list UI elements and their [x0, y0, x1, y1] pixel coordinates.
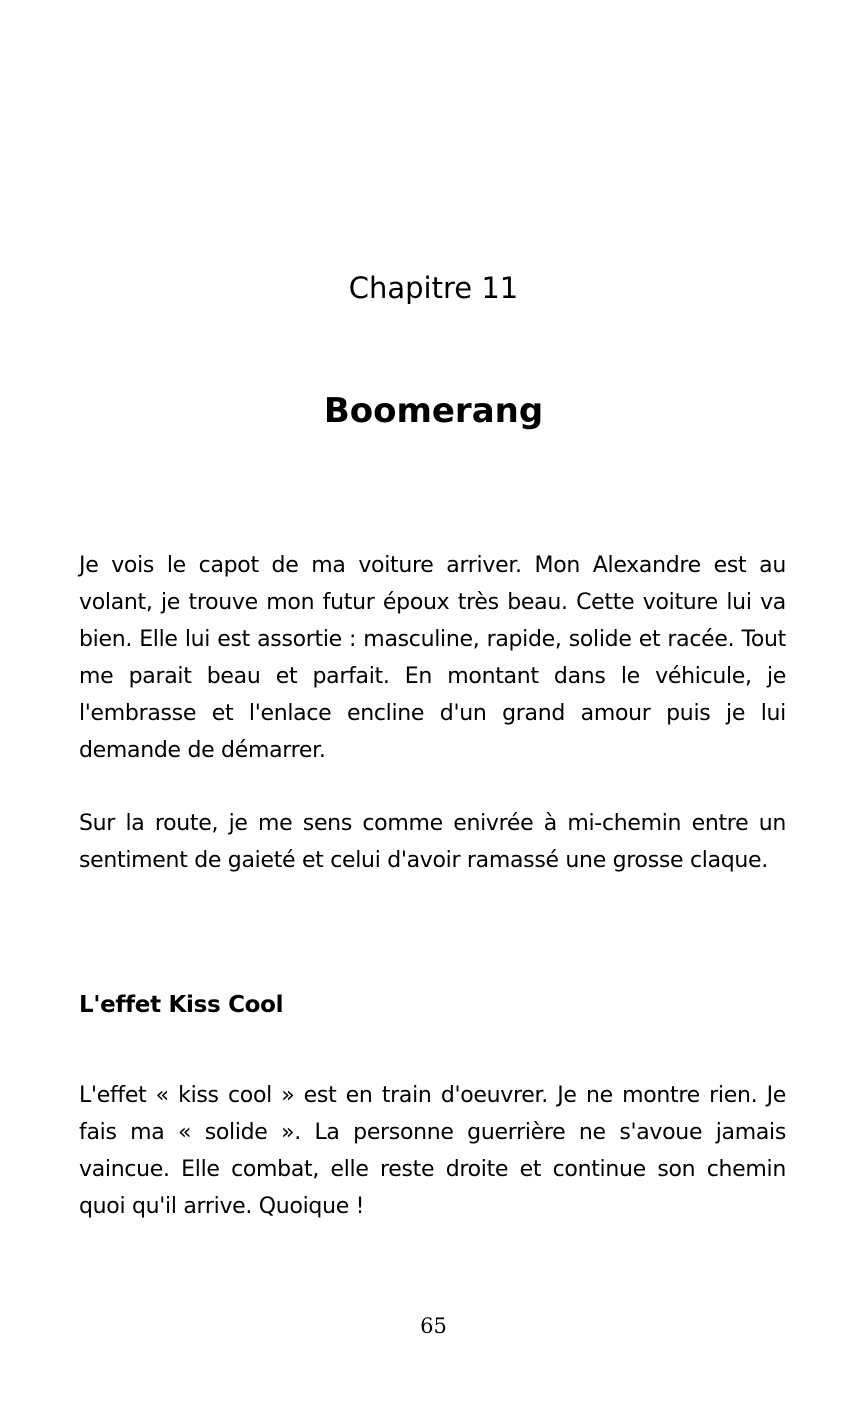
chapter-number: Chapitre 11	[348, 271, 519, 305]
body-paragraph: Je vois le capot de ma voiture arriver. Mon Alexandre est au volant, je trouve mon futur époux très beau. Cette voiture lui va bien. Elle lui est assortie : masculine, rapide, solide et racée. Tout me parait beau et parfait. En montant dans le véhicule, je l'embrasse et l'enlace encline d'un grand amour puis je lui demande de démarrer.	[79, 553, 786, 763]
page-number: 65	[420, 1314, 447, 1338]
section-heading: L'effet Kiss Cool	[79, 992, 284, 1018]
body-paragraph: Sur la route, je me sens comme enivrée à mi-chemin entre un sentiment de gaieté et celui d'avoir ramassé une grosse claque.	[79, 811, 786, 873]
section-paragraph: L'effet « kiss cool » est en train d'oeuvrer. Je ne montre rien. Je fais ma « solide ». La personne guerrière ne s'avoue jamais vaincue. Elle combat, elle reste droite et continue son chemin quoi qu'il arrive. Quoique !	[79, 1083, 786, 1219]
chapter-title: Boomerang	[323, 391, 544, 431]
